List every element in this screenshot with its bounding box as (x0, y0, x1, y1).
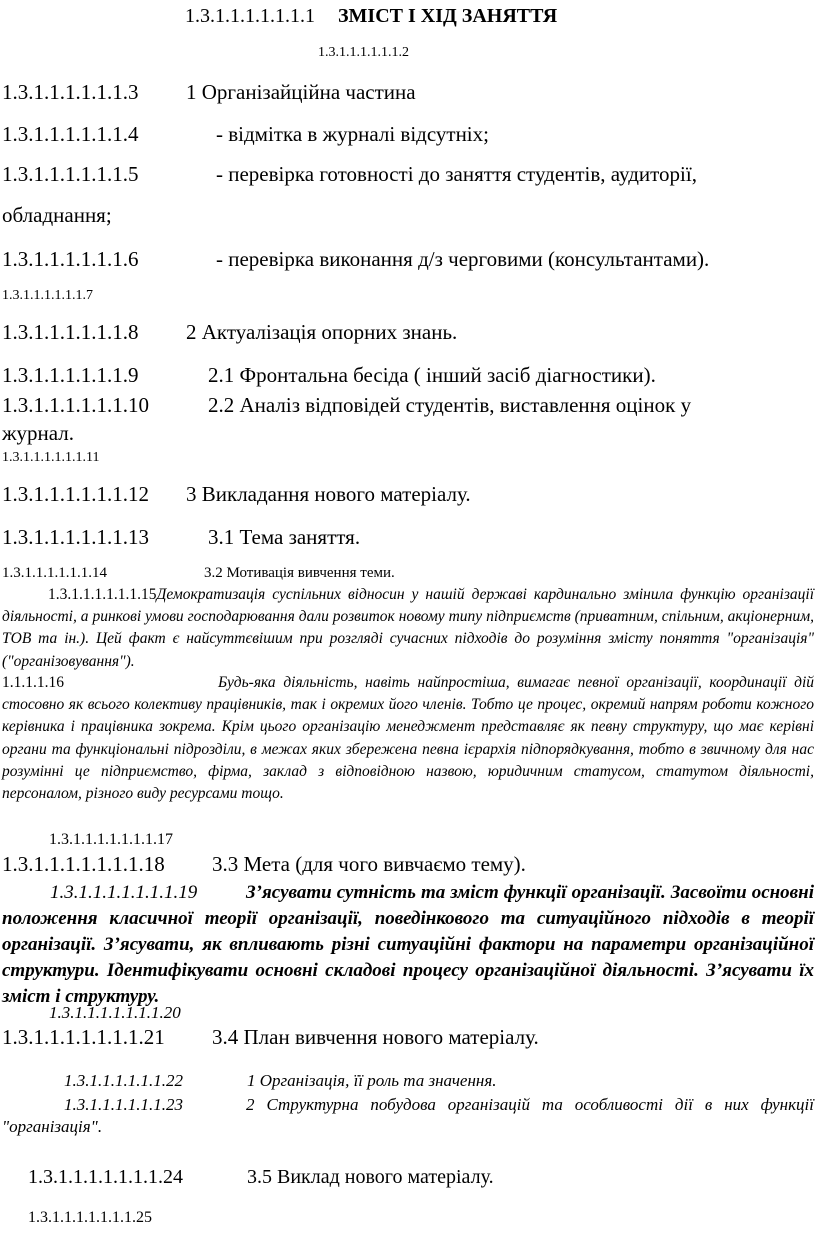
line-text: - перевірка готовності до заняття студентів, аудиторії, (216, 162, 697, 186)
list-item-readiness-continued: обладнання; (2, 203, 112, 227)
list-item-readiness (2, 162, 697, 187)
line-number: 1.3.1.1.1.1.1.1.1.18 (2, 852, 165, 876)
paragraph-goal (2, 880, 814, 1010)
line-text: 3.2 Мотивація вивчення теми. (204, 565, 395, 581)
line-number: 1.3.1.1.1.1.1.1.8 (2, 320, 139, 344)
section-heading-plan (2, 1025, 539, 1050)
heading-number-2: 1.3.1.1.1.1.1.1.2 (318, 45, 409, 60)
line-text: 2 Актуалізація опорних знань. (186, 320, 458, 344)
paragraph-any-activity (2, 672, 814, 805)
section-heading-new-material (2, 482, 471, 507)
heading-number-20: 1.3.1.1.1.1.1.1.1.20 (49, 1003, 181, 1022)
line-number: 1.3.1.1.1.1.1.1.14 (2, 565, 107, 581)
line-number: 1.3.1.1.1.1.1.1.23 (64, 1095, 183, 1114)
list-item-motivation (2, 565, 395, 582)
list-item-topic (2, 525, 360, 550)
plan-item-2 (2, 1094, 814, 1138)
heading-number-17: 1.3.1.1.1.1.1.1.1.17 (49, 831, 173, 848)
line-number: 1.3.1.1.1.1.1.1.5 (2, 162, 139, 186)
section-heading-presentation (28, 1166, 494, 1189)
paragraph-text: З’ясувати сутність та зміст функції організації. Засвоїти основні положення класичної теорії організації, поведінкового та ситуаційного підходів в теорії організації. З’ясувати, як впливають різні ситуаційні фактори на параметри організаційної структури. Ідентифікувати основні складові процесу організаційної діяльності. З’ясувати їх зміст і структуру. (2, 882, 814, 1007)
heading-number-11: 1.3.1.1.1.1.1.1.11 (2, 450, 100, 465)
title-number: 1.3.1.1.1.1.1.1.1 (185, 5, 315, 27)
title-text: ЗМІСТ І ХІД ЗАНЯТТЯ (338, 5, 558, 27)
paragraph-text: Демократизація суспільних відносин у нашій державі кардинально змінила функцію організації діяльності, а ринкові умови господарювання дали розвиток новому типу підприємств (приватним, спільним, акціонерним, ТОВ та ін.). Цей факт є найсуттєвішим при розгляді сучасних підходів до розуміння змісту поняття "організація"("організовування"). (2, 586, 814, 670)
line-text: 3.3 Мета (для чого вивчаємо тему). (212, 852, 526, 876)
line-text: - відмітка в журналі відсутніх; (216, 122, 489, 146)
line-number: 1.3.1.1.1.1.1.1.13 (2, 525, 149, 549)
line-number: 1.3.1.1.1.1.1.1.3 (2, 80, 139, 104)
line-text: - перевірка виконання д/з черговими (консультантами). (216, 247, 710, 271)
heading-number-7: 1.3.1.1.1.1.1.1.7 (2, 288, 93, 303)
line-text: 1 Організація, її роль та значення. (247, 1071, 497, 1090)
line-text: 2 Структурна побудова організацій та особливості дії в них функції "організація". (2, 1095, 814, 1136)
line-text: 3.5 Виклад нового матеріалу. (247, 1166, 494, 1188)
page-title (185, 5, 557, 28)
line-text: 3.1 Тема заняття. (208, 525, 361, 549)
plan-item-1 (64, 1071, 497, 1091)
line-text: 1 Організайційна частина (186, 80, 416, 104)
line-text: 3.4 План вивчення нового матеріалу. (212, 1025, 539, 1049)
line-number: 1.3.1.1.1.1.1.1.1.24 (28, 1166, 183, 1188)
line-number: 1.3.1.1.1.1.1.1.12 (2, 482, 149, 506)
paragraph-number: 1.1.1.1.16 (2, 674, 64, 691)
list-item-homework-check (2, 247, 709, 272)
line-text: 2.2 Аналіз відповідей студентів, виставлення оцінок у (208, 393, 692, 417)
list-item-answer-analysis (2, 393, 691, 418)
line-number: 1.3.1.1.1.1.1.1.4 (2, 122, 139, 146)
line-text: 3 Викладання нового матеріалу. (186, 482, 471, 506)
list-item-attendance (2, 122, 489, 147)
section-heading-actualization (2, 320, 457, 345)
line-number: 1.3.1.1.1.1.1.1.22 (64, 1071, 183, 1090)
list-item-answer-analysis-continued: журнал. (2, 421, 74, 445)
heading-number-25: 1.3.1.1.1.1.1.1.1.25 (28, 1209, 152, 1226)
paragraph-number: 1.3.1.1.1.1.1.1.1.19 (50, 882, 198, 903)
section-heading-goal (2, 852, 526, 877)
line-text: 2.1 Фронтальна бесіда ( інший засіб діагностики). (208, 363, 656, 387)
list-item-frontal-talk (2, 363, 656, 388)
line-number: 1.3.1.1.1.1.1.1.10 (2, 393, 149, 417)
section-heading-organization (2, 80, 416, 105)
paragraph-democratization (2, 584, 814, 673)
paragraph-number: 1.3.1.1.1.1.1.1.15 (48, 586, 157, 603)
paragraph-text: Будь-яка діяльність, навіть найпростіша, вимагає певної організації, координації дій стосовно як всього колективу працівників, так і окремих його членів. Тобто це процес, окремий напрям роботи кожного керівника і працівника зокрема. Крім цього організацію менеджмент представляє як певну структуру, що має керівні органи та функціональні підрозділи, в межах яких збережена певна ієрархія підпорядкування, тобто в звичному для нас розумінні це підприємство, фірма, заклад з відповідною назвою, юридичним статусом, статутом діяльності, персоналом, різного виду ресурсами тощо. (2, 674, 814, 803)
line-number: 1.3.1.1.1.1.1.1.9 (2, 363, 139, 387)
line-number: 1.3.1.1.1.1.1.1.6 (2, 247, 139, 271)
line-number: 1.3.1.1.1.1.1.1.1.21 (2, 1025, 165, 1049)
